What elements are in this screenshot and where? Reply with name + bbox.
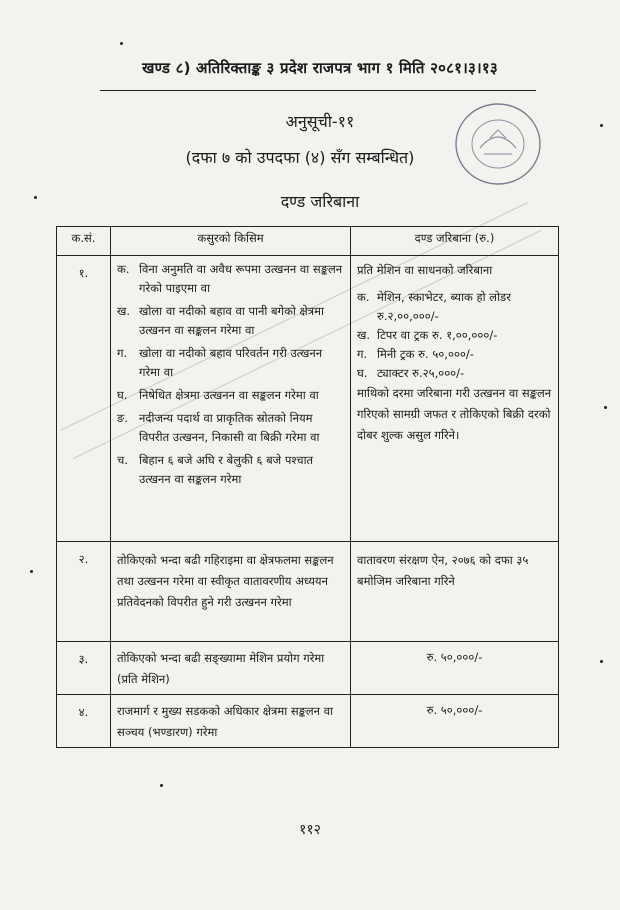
fine-item-letter: क. (357, 290, 370, 304)
fine-cell: वातावरण संरक्षण ऐन, २०७६ को दफा ३५ बमोजिम जरिबाना गरिने (351, 542, 559, 642)
offence-item-letter: घ. (117, 388, 128, 402)
offence-item-letter: ख. (117, 304, 131, 318)
offence-item-text: बिहान ६ बजे अघि र बेलुकी ६ बजे पश्चात उत्खनन वा सङ्कलन गरेमा (139, 453, 314, 486)
row-serial: ३. (57, 642, 111, 695)
fine-item-text: मिनी ट्रक रु. ५०,०००/- (377, 347, 474, 361)
table-header-row (57, 227, 559, 256)
fine-item (357, 364, 552, 383)
row-serial: १. (57, 256, 111, 542)
offence-cell: तोकिएको भन्दा बढी गहिराइमा वा क्षेत्रफलमा सङ्कलन तथा उत्खनन गरेमा वा स्वीकृत वातावरणीय अध्ययन प्रतिवेदनको विपरीत हुने गरी उत्खनन गरेमा (111, 542, 351, 642)
fine-item (357, 288, 552, 326)
header-rule (100, 90, 536, 91)
office-seal-stamp (450, 96, 546, 192)
schedule-subtitle: (दफा ७ को उपदफा (४) सँग सम्बन्धित) (185, 148, 415, 167)
header-offence-type: कसुरको किसिम (111, 227, 351, 256)
scan-speck (604, 406, 607, 409)
table-row (57, 695, 559, 748)
table-row (57, 642, 559, 695)
scan-speck (30, 570, 33, 573)
offence-item-letter: क. (117, 262, 130, 276)
fine-cell (351, 256, 559, 542)
fine-cell: रु. ५०,०००/- (351, 642, 559, 695)
fine-item-letter: ख. (357, 328, 371, 342)
offence-item (117, 302, 344, 340)
fine-item (357, 345, 552, 364)
offence-item (117, 344, 344, 382)
scan-speck (160, 784, 163, 787)
fine-item-letter: घ. (357, 366, 368, 380)
gazette-header: खण्ड ८) अतिरिक्ताङ्क ३ प्रदेश राजपत्र भाग १ मिति २०८१।३।१३ (142, 59, 498, 77)
fine-item-text: टिपर वा ट्रक रु. १,००,०००/- (377, 328, 498, 342)
fine-note: माथिको दरमा जरिबाना गरी उत्खनन वा सङ्कलन गरिएको सामग्री जफत र तोकिएको बिक्री दरको दोबर शुल्क असुल गरिने। (357, 386, 552, 442)
offence-item (117, 409, 344, 447)
offence-item-text: विना अनुमति वा अवैध रूपमा उत्खनन वा सङ्कलन गरेको पाइएमा वा (139, 262, 343, 295)
offence-item-letter: च. (117, 453, 128, 467)
scan-speck (34, 196, 37, 199)
scan-speck (600, 124, 603, 127)
offence-item (117, 386, 344, 405)
offence-item (117, 260, 344, 298)
fine-item-text: मेशिन, स्काभेटर, ब्याक हो लोडर रु.२,००,०००/- (377, 290, 511, 323)
offence-item-letter: ग. (117, 346, 128, 360)
row-serial: २. (57, 542, 111, 642)
offence-item-letter: ङ. (117, 411, 128, 425)
scan-speck (600, 660, 603, 663)
page-number: ११२ (299, 822, 321, 838)
offence-cell: राजमार्ग र मुख्य सडकको अधिकार क्षेत्रमा सङ्कलन वा सञ्चय (भण्डारण) गरेमा (111, 695, 351, 748)
offence-cell: तोकिएको भन्दा बढी सङ्ख्यामा मेशिन प्रयोग गरेमा (प्रति मेशिन) (111, 642, 351, 695)
row-serial: ४. (57, 695, 111, 748)
header-fine: दण्ड जरिबाना (रु.) (351, 227, 559, 256)
table-row (57, 542, 559, 642)
scan-speck (120, 42, 123, 45)
schedule-title: अनुसूची-११ (285, 112, 355, 131)
header-serial: क.सं. (57, 227, 111, 256)
offence-item (117, 451, 344, 489)
offence-cell (111, 256, 351, 542)
fine-table (56, 226, 559, 748)
fine-intro: प्रति मेशिन वा साधनको जरिबाना (357, 263, 493, 277)
fine-cell: रु. ५०,०००/- (351, 695, 559, 748)
fine-item-letter: ग. (357, 347, 368, 361)
offence-item-text: निषेधित क्षेत्रमा उत्खनन वा सङ्कलन गरेमा वा (139, 388, 319, 402)
offence-item-text: खोला वा नदीको बहाव वा पानी बगेको क्षेत्रमा उत्खनन वा सङ्कलन गरेमा वा (139, 304, 324, 337)
fine-section-title: दण्ड जरिबाना (280, 192, 360, 211)
fine-item (357, 326, 552, 345)
offence-item-text: खोला वा नदीको बहाव परिवर्तन गरी उत्खनन गरेमा वा (139, 346, 323, 379)
table-row (57, 256, 559, 542)
fine-item-text: ट्याक्टर रु.२५,०००/- (377, 366, 465, 380)
offence-item-text: नदीजन्य पदार्थ वा प्राकृतिक स्रोतको नियम विपरीत उत्खनन, निकासी वा बिक्री गरेमा वा (139, 411, 320, 444)
